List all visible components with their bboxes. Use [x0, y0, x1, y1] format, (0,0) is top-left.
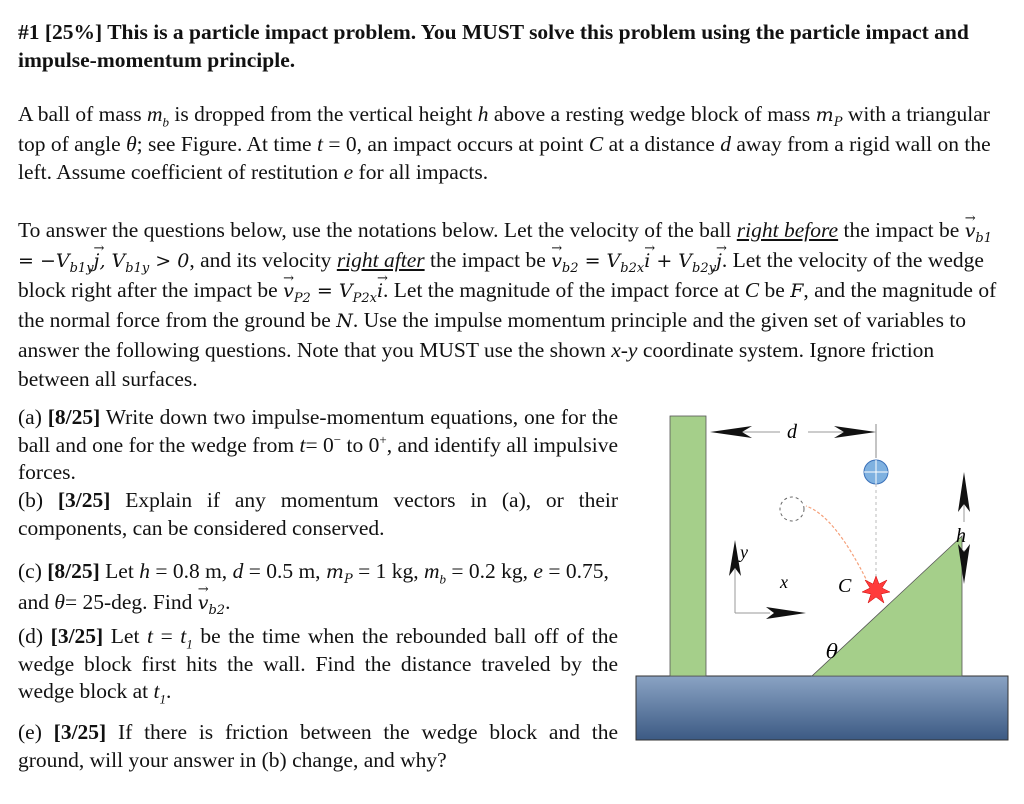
text: be the time when the rebounded ball off of the wedge block first hits the wall. Find the distance traveled by the wedge block at — [18, 624, 619, 703]
text: Let — [105, 559, 134, 583]
var-t: t — [147, 624, 153, 648]
var-mp: m — [325, 561, 344, 583]
text: . — [225, 590, 231, 614]
text: , and its velocity — [189, 248, 332, 272]
text: = 0.8 m, — [155, 559, 228, 583]
var-e: e — [343, 160, 354, 184]
ground-block — [636, 676, 1008, 740]
text: − — [333, 431, 342, 447]
var-mb-sub: b — [162, 114, 170, 130]
text: + — [379, 431, 387, 447]
var-theta: θ — [126, 131, 137, 156]
question-label: (e) — [18, 720, 42, 744]
var-C: C — [588, 131, 604, 156]
label-h: h — [956, 525, 966, 547]
text: Write down two impulse-momentum equations, one for the ball and one for the wedge from — [18, 405, 618, 457]
text: Let — [110, 624, 140, 648]
ball-after-rebound — [780, 497, 804, 521]
var-t1-sub: 1 — [186, 636, 193, 652]
question-d — [18, 623, 618, 706]
problem-weight: [25%] — [44, 20, 103, 44]
var-mp: m — [815, 104, 834, 126]
rebound-trajectory — [806, 506, 868, 583]
var-t: t — [316, 131, 323, 156]
problem-number: #1 — [18, 20, 40, 44]
label-C: C — [838, 575, 852, 597]
question-weight: [3/25] — [53, 720, 107, 744]
eq-find-vb2: → $v_{b2}$ — [198, 592, 225, 614]
text: coordinate system. Ignore friction between all surfaces. — [18, 338, 935, 391]
var-t1-sub: 1 — [159, 691, 167, 707]
question-label: (b) — [18, 488, 44, 512]
var-mb-sub: b — [439, 571, 446, 587]
text: To answer the questions below, use the notations below. Let the velocity of the ball — [18, 218, 732, 242]
question-b — [18, 487, 618, 542]
text: . — [166, 679, 172, 703]
emphasis-right-after: right after — [336, 248, 425, 272]
var-F: F — [790, 280, 804, 302]
text: the impact be — [429, 248, 546, 272]
text: . Let the velocity of the wedge block right after the impact be — [18, 248, 984, 302]
question-label: (a) — [18, 405, 42, 429]
var-d: d — [720, 131, 731, 156]
text: If there is friction between the wedge block and the ground, will your answer in (b) change, and why? — [18, 720, 618, 772]
problem-figure — [630, 408, 1014, 744]
var-C: C — [744, 278, 760, 302]
var-mb: m — [423, 559, 440, 583]
label-d: d — [787, 421, 797, 443]
text: = 0, an impact occurs at point — [328, 131, 584, 156]
text: A ball of mass — [18, 102, 142, 126]
eq-vb2: → $v_{b2} = V_{b2x}\to i + V_{b2y}\to j$ — [551, 250, 722, 272]
notation-paragraph — [18, 216, 1008, 394]
question-weight: [8/25] — [47, 559, 100, 583]
question-label: (d) — [18, 624, 44, 648]
var-h: h — [139, 559, 150, 583]
label-y: y — [740, 542, 748, 562]
var-N: N — [336, 310, 353, 332]
text: , and the magnitude of the normal force from the ground be — [18, 278, 997, 332]
text: , and identify all impulsive forces. — [18, 432, 618, 484]
text: ; see Figure. At time — [136, 131, 312, 156]
text: be — [764, 278, 785, 302]
impact-star-icon — [862, 576, 890, 603]
var-theta: θ — [54, 590, 65, 614]
text: . Let the magnitude of the impact force at — [383, 278, 740, 302]
text: = 0.5 m, — [248, 559, 321, 583]
text: = 25-deg. Find — [64, 590, 193, 614]
question-weight: [3/25] — [50, 624, 104, 648]
text: Explain if any momentum vectors in (a), or their components, can be considered conserved. — [18, 488, 619, 540]
text: = 1 kg, — [358, 559, 419, 583]
question-weight: [8/25] — [47, 405, 101, 429]
var-h: h — [477, 102, 489, 126]
text: with a triangular top of angle — [18, 102, 990, 156]
var-xy: x-y — [611, 338, 638, 362]
problem-header — [18, 18, 1008, 74]
text: at a distance — [608, 131, 715, 156]
var-mp-sub: P — [343, 571, 353, 587]
var-t: t — [299, 432, 306, 457]
label-theta: θ — [826, 639, 839, 663]
text: = — [160, 624, 173, 648]
text: above a resting wedge block of mass — [493, 102, 811, 126]
rigid-wall — [670, 416, 706, 676]
question-c — [18, 556, 618, 618]
var-d: d — [232, 559, 244, 583]
text: for all impacts. — [358, 160, 489, 184]
var-e: e — [533, 559, 543, 583]
eq-vb1: → $v_{b1} = -V_{b1y}\to j$, $V_{b1y} > 0$ — [18, 220, 992, 272]
question-label: (c) — [18, 559, 42, 583]
var-mp-sub: P — [833, 114, 843, 130]
var-t1: t — [153, 679, 160, 703]
text: the impact be — [843, 218, 960, 242]
text: = 0.75, and — [18, 559, 609, 614]
problem-statement — [18, 100, 1008, 187]
label-x: x — [780, 572, 788, 592]
var-t1: t — [180, 624, 187, 648]
ball-before-drop — [864, 460, 888, 484]
text: = 0 — [305, 432, 334, 457]
question-a — [18, 404, 618, 487]
text: is dropped from the vertical height — [174, 102, 473, 126]
var-mb: m — [147, 102, 163, 126]
text: = 0.2 kg, — [451, 559, 529, 583]
text: away from a rigid wall on the left. Assume coefficient of restitution — [18, 131, 991, 184]
question-e — [18, 719, 618, 774]
question-weight: [3/25] — [57, 488, 111, 512]
emphasis-right-before: right before — [736, 218, 839, 242]
text: to 0 — [346, 432, 380, 457]
problem-header-text: This is a particle impact problem. You MUST solve this problem using the particle impact and impulse-momentum principle. — [18, 20, 969, 72]
text: . Use the impulse momentum principle and the given set of variables to answer the following questions. Note that you MUST use the shown — [18, 308, 967, 362]
eq-vp2: → $v_{P2} = V_{P2x}\to i$ — [283, 280, 383, 302]
